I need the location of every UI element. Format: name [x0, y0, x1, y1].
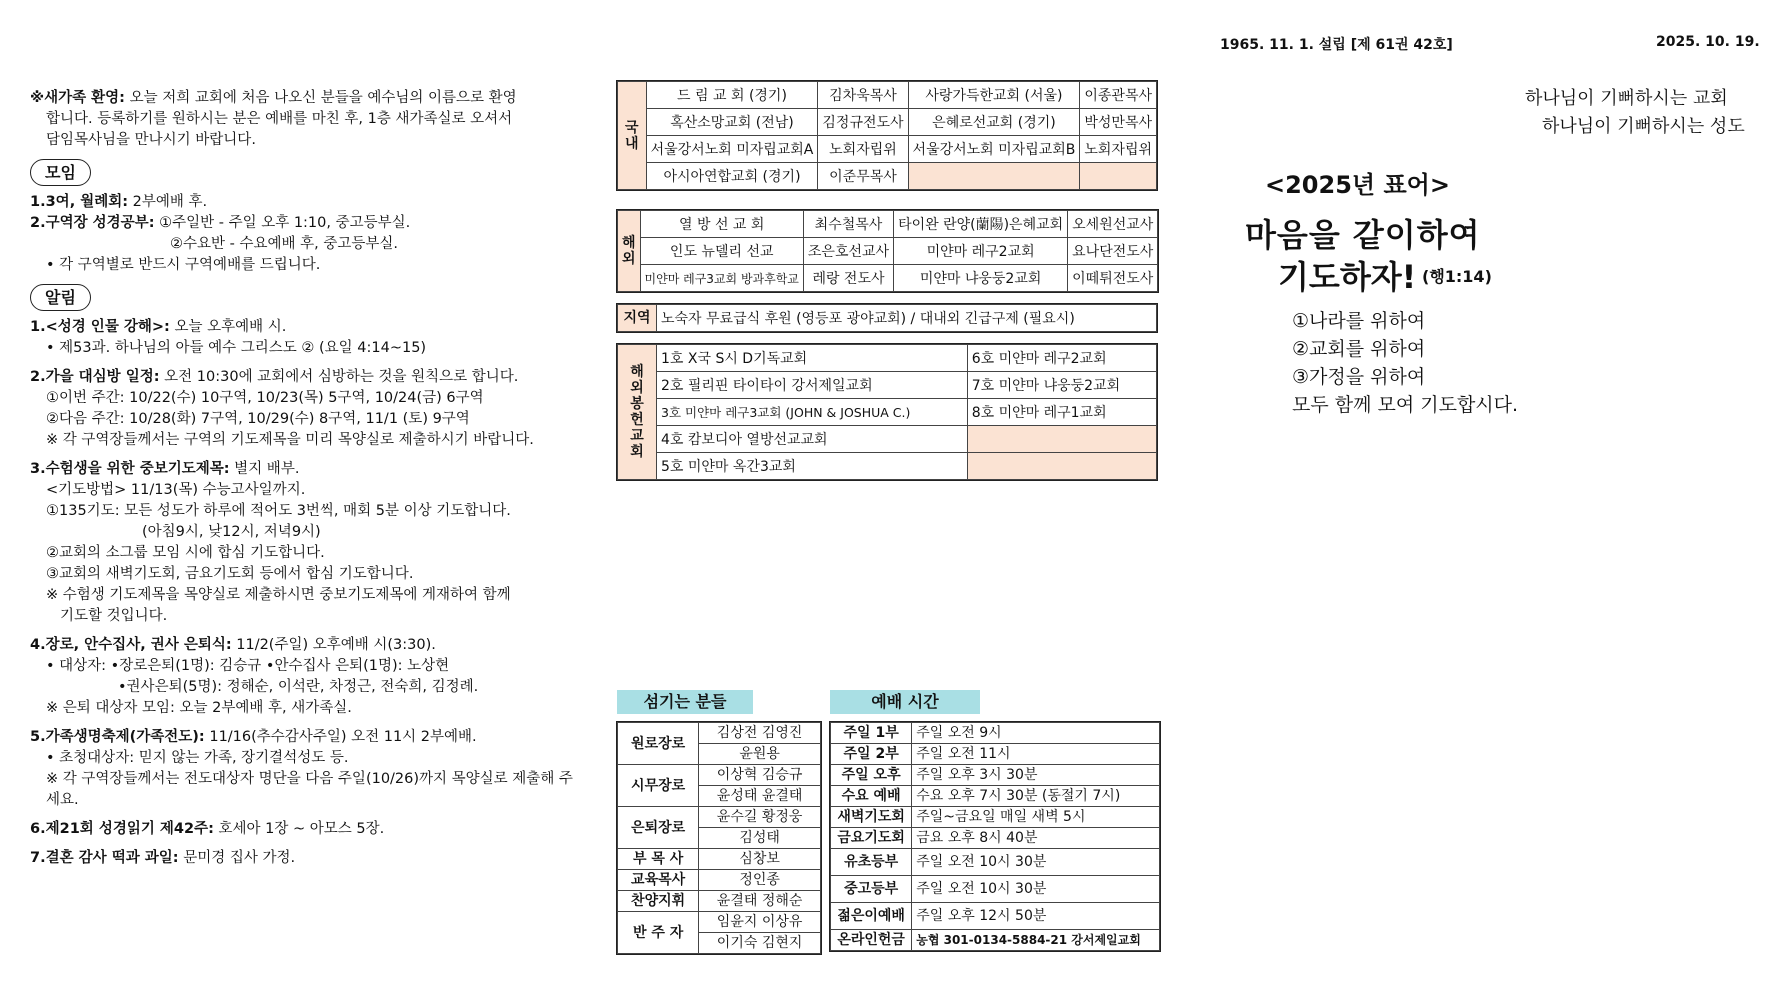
mission-churches-table	[617, 344, 1157, 480]
services-title: 예배 시간	[830, 690, 980, 714]
server-names: 정인종	[699, 870, 821, 891]
service-time: 수요 오후 7시 30분 (동절기 7시)	[912, 786, 1160, 807]
notice-4: 4.장로, 안수집사, 권사 은퇴식: 11/2(주일) 오후예배 시(3:30).	[30, 637, 436, 653]
established-info: 1965. 11. 1. 설립 [제 61권 42호]	[1220, 37, 1453, 53]
service-name: 주일 2부	[831, 744, 912, 765]
server-role: 교육목사	[618, 870, 699, 891]
service-time: 주일~금요일 매일 새벽 5시	[912, 807, 1160, 828]
domestic-church: 혹산소망교회 (전남)	[646, 109, 818, 136]
domestic-pastor: 김차욱목사	[818, 82, 908, 109]
mission-church: 5호 미얀마 옥간3교회	[657, 453, 968, 480]
server-names: 윤원용	[699, 744, 821, 765]
service-name: 새벽기도회	[831, 807, 912, 828]
motto-line2: 기도하자!	[1278, 258, 1417, 296]
service-name: 온라인헌금	[831, 930, 912, 951]
meeting-2-wed: ②수요반 - 수요예배 후, 중고등부실.	[170, 236, 398, 252]
domestic-church: 은혜로선교회 (경기)	[908, 109, 1080, 136]
service-time: 주일 오후 3시 30분	[912, 765, 1160, 786]
motto-title: <2025년 표어>	[1265, 171, 1450, 199]
empty-cell	[1080, 163, 1157, 190]
notice-3-method: <기도방법> 11/13(목) 수능고사일까지.	[46, 482, 306, 498]
domestic-support-table	[617, 81, 1157, 190]
notice-3-2: ②교회의 소그룹 모임 시에 합심 기도합니다.	[46, 545, 325, 561]
online-offering-account: 농협 301-0134-5884-21 강서제일교회	[912, 930, 1160, 951]
service-name: 금요기도회	[831, 828, 912, 849]
overseas-mission: 미얀마 레구3교회 방과후학교	[640, 265, 803, 292]
praise-church: 하나님이 기뻐하시는 교회	[1525, 88, 1728, 109]
prayer-item-nation: ①나라를 위하여	[1292, 310, 1426, 332]
servers-table	[617, 722, 821, 954]
service-name: 주일 1부	[831, 723, 912, 744]
server-names: 윤결태 정해순	[699, 891, 821, 912]
praise-saints: 하나님이 기뻐하시는 성도	[1542, 116, 1745, 137]
domestic-pastor: 이준무목사	[818, 163, 908, 190]
server-role: 반 주 자	[618, 912, 699, 954]
server-names: 윤수길 황정웅	[699, 807, 821, 828]
prayer-item-church: ②교회를 위하여	[1292, 338, 1426, 360]
overseas-missionary: 조은호선교사	[803, 238, 893, 265]
notice-4-a: • 대상자: •장로은퇴(1명): 김승규 •안수집사 은퇴(1명): 노상현	[46, 658, 450, 674]
welcome-line1: ※새가족 환영: 오늘 저희 교회에 처음 나오신 분들을 예수님의 이름으로 환영	[30, 90, 517, 106]
domestic-pastor: 김정규전도사	[818, 109, 908, 136]
overseas-mission: 미얀마 레구2교회	[894, 238, 1068, 265]
section-notice: 알림	[30, 284, 91, 311]
region-text: 노숙자 무료급식 후원 (영등포 광야교회) / 대내외 긴급구제 (필요시)	[657, 305, 1157, 332]
domestic-church: 서울강서노회 미자립교회B	[908, 136, 1080, 163]
motto-reference: (행1:14)	[1422, 267, 1492, 286]
notice-2-a: ①이번 주간: 10/22(수) 10구역, 10/23(목) 5구역, 10/24(금) 6구역	[46, 390, 484, 406]
mission-church: 6호 미얀마 레구2교회	[967, 345, 1156, 372]
notice-3-note: ※ 수험생 기도제목을 목양실로 제출하시면 중보기도제목에 게재하여 함께	[46, 587, 511, 603]
notice-2: 2.가을 대심방 일정: 오전 10:30에 교회에서 심방하는 것을 원칙으로 합니다.	[30, 369, 519, 385]
mission-church: 1호 X국 S시 D기독교회	[657, 345, 968, 372]
server-names: 임윤지 이상유	[699, 912, 821, 933]
notice-7: 7.결혼 감사 떡과 과일: 문미경 집사 가정.	[30, 850, 296, 866]
mission-church: 4호 캄보디아 열방선교교회	[657, 426, 968, 453]
overseas-missionary: 레랑 전도사	[803, 265, 893, 292]
server-names: 김성태	[699, 828, 821, 849]
notice-4-note: ※ 은퇴 대상자 모임: 오늘 2부예배 후, 새가족실.	[46, 700, 352, 716]
empty-cell	[967, 426, 1156, 453]
service-name: 수요 예배	[831, 786, 912, 807]
meeting-note: • 각 구역별로 반드시 구역예배를 드립니다.	[46, 257, 321, 273]
mission-church: 8호 미얀마 레구1교회	[967, 399, 1156, 426]
service-time: 주일 오전 11시	[912, 744, 1160, 765]
notice-1-sub: • 제53과. 하나님의 아들 예수 그리스도 ② (요일 4:14~15)	[46, 340, 427, 356]
overseas-mission: 열 방 선 교 회	[640, 211, 803, 238]
bulletin-date: 2025. 10. 19.	[1656, 34, 1760, 50]
mission-church: 3호 미얀마 레구3교회 (JOHN & JOSHUA C.)	[657, 399, 968, 426]
domestic-church: 드 림 교 회 (경기)	[646, 82, 818, 109]
notice-3-1b: (아침9시, 낮12시, 저녁9시)	[142, 524, 321, 540]
server-role: 원로장로	[618, 723, 699, 765]
section-meetings: 모임	[30, 159, 91, 186]
server-role: 은퇴장로	[618, 807, 699, 849]
service-name: 유초등부	[831, 849, 912, 876]
service-name: 주일 오후	[831, 765, 912, 786]
welcome-line3: 담임목사님을 만나시기 바랍니다.	[46, 132, 256, 148]
server-names: 윤성태 윤결태	[699, 786, 821, 807]
notice-4-b: •권사은퇴(5명): 정해순, 이석란, 차정근, 전숙희, 김정례.	[118, 679, 479, 695]
region-support-row	[617, 304, 1157, 332]
domestic-pastor: 이종관목사	[1080, 82, 1157, 109]
domestic-pastor: 노회자립위	[818, 136, 908, 163]
notice-6: 6.제21회 성경읽기 제42주: 호세아 1장 ~ 아모스 5장.	[30, 821, 385, 837]
announcements-column	[30, 88, 575, 869]
notice-3: 3.수험생을 위한 중보기도제목: 별지 배부.	[30, 461, 300, 477]
meeting-1: 1.3여, 월례회: 2부예배 후.	[30, 194, 208, 210]
domestic-pastor: 박성만목사	[1080, 109, 1157, 136]
servers-title: 섬기는 분들	[617, 690, 753, 714]
mission-church: 2호 필리핀 타이타이 강서제일교회	[657, 372, 968, 399]
service-name: 중고등부	[831, 876, 912, 903]
server-role: 시무장로	[618, 765, 699, 807]
notice-1: 1.<성경 인물 강해>: 오늘 오후예배 시.	[30, 319, 287, 335]
motto-line1: 마음을 같이하여	[1245, 216, 1481, 254]
server-role: 부 목 사	[618, 849, 699, 870]
overseas-missionary: 최수철목사	[803, 211, 893, 238]
overseas-missionary: 오세원선교사	[1068, 211, 1158, 238]
service-time: 주일 오전 10시 30분	[912, 876, 1160, 903]
prayer-item-family: ③가정을 위하여	[1292, 366, 1426, 388]
mission-side-label: 해 외 봉 헌 교 회	[618, 345, 657, 480]
service-name: 젊은이예배	[831, 903, 912, 930]
empty-cell	[967, 453, 1156, 480]
domestic-church: 서울강서노회 미자립교회A	[646, 136, 818, 163]
mission-church: 7호 미얀마 냐웅둥2교회	[967, 372, 1156, 399]
empty-cell	[908, 163, 1080, 190]
service-time: 주일 오전 10시 30분	[912, 849, 1160, 876]
domestic-church: 사랑가득한교회 (서울)	[908, 82, 1080, 109]
region-label: 지역	[618, 305, 657, 332]
server-names: 심창보	[699, 849, 821, 870]
overseas-side-label: 해 외	[618, 211, 641, 292]
notice-3-note2: 기도할 것입니다.	[60, 608, 168, 624]
server-role: 찬양지휘	[618, 891, 699, 912]
service-time: 주일 오후 12시 50분	[912, 903, 1160, 930]
overseas-mission: 인도 뉴델리 선교	[640, 238, 803, 265]
server-names: 이기숙 김현지	[699, 933, 821, 954]
overseas-missionary: 이떼튀전도사	[1068, 265, 1158, 292]
notice-5-a: • 초청대상자: 믿지 않는 가족, 장기결석성도 등.	[46, 750, 349, 766]
notice-2-b: ②다음 주간: 10/28(화) 7구역, 10/29(수) 8구역, 11/1 (토) 9구역	[46, 411, 470, 427]
service-times-table	[830, 722, 1160, 951]
prayer-closing: 모두 함께 모여 기도합시다.	[1292, 394, 1519, 416]
meeting-2: 2.구역장 성경공부: ①주일반 - 주일 오후 1:10, 중고등부실.	[30, 215, 411, 231]
overseas-mission: 타이완 란양(蘭陽)은혜교회	[894, 211, 1068, 238]
service-time: 금요 오후 8시 40분	[912, 828, 1160, 849]
notice-5-note: ※ 각 구역장들께서는 전도대상자 명단을 다음 주일(10/26)까지 목양실로 제출해 주세요.	[46, 771, 573, 808]
domestic-church: 아시아연합교회 (경기)	[646, 163, 818, 190]
overseas-mission: 미얀마 냐웅둥2교회	[894, 265, 1068, 292]
server-names: 이상혁 김승규	[699, 765, 821, 786]
notice-3-1: ①135기도: 모든 성도가 하루에 적어도 3번씩, 매회 5분 이상 기도합니다.	[46, 503, 511, 519]
notice-5: 5.가족생명축제(가족전도): 11/16(추수감사주일) 오전 11시 2부예배.	[30, 729, 477, 745]
server-names: 김상전 김영진	[699, 723, 821, 744]
domestic-side-label: 국 내	[618, 82, 647, 190]
overseas-support-table	[617, 210, 1158, 292]
notice-2-note: ※ 각 구역장들께서는 구역의 기도제목을 미리 목양실로 제출하시기 바랍니다.	[46, 432, 534, 448]
service-time: 주일 오전 9시	[912, 723, 1160, 744]
notice-3-3: ③교회의 새벽기도회, 금요기도회 등에서 합심 기도합니다.	[46, 566, 414, 582]
welcome-line2: 합니다. 등록하기를 원하시는 분은 예배를 마친 후, 1층 새가족실로 오셔서	[46, 111, 513, 127]
overseas-missionary: 요나단전도사	[1068, 238, 1158, 265]
domestic-pastor: 노회자립위	[1080, 136, 1157, 163]
